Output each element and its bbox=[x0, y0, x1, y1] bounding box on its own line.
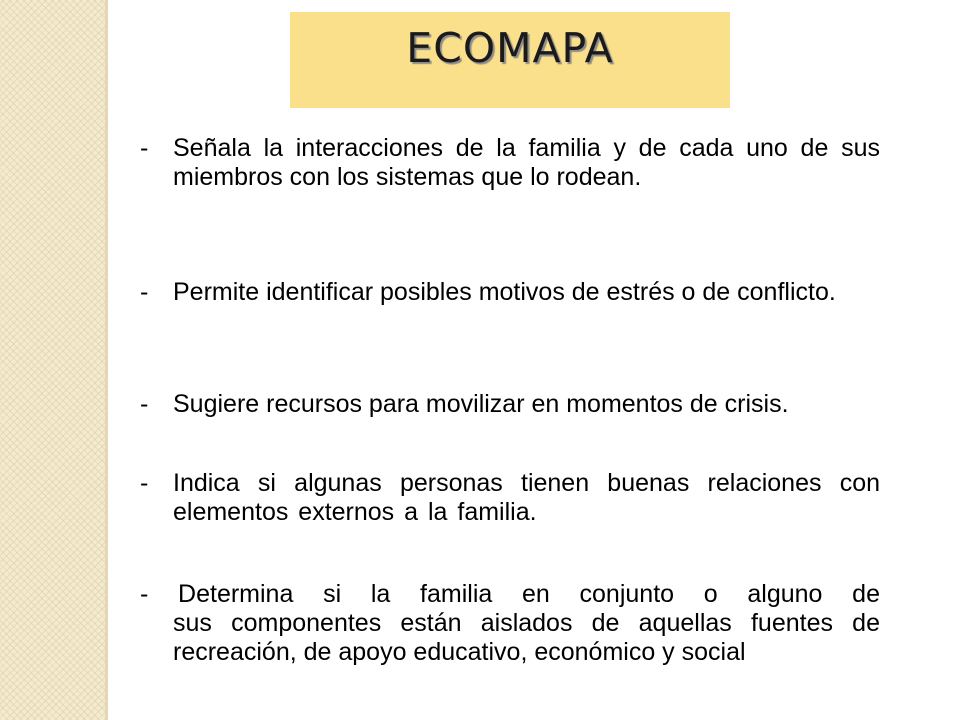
bullet-text: Señala la interacciones de la familia y de cada uno de sus miembros con los sistemas que lo rodean. bbox=[173, 134, 880, 191]
bullet-item bbox=[140, 278, 880, 307]
bullet-item bbox=[140, 469, 880, 527]
decorative-side-strip bbox=[0, 0, 105, 720]
bullet-text-continuation: sus componentes están aislados de aquellas fuentes de recreación, de apoyo educativo, económico y social bbox=[173, 609, 880, 666]
bullet-dash: - bbox=[140, 134, 149, 162]
bullet-item-last bbox=[140, 580, 880, 667]
bullet-item bbox=[140, 134, 880, 192]
bullet-text: Indica si algunas personas tienen buenas relaciones con elementos externos a la familia. bbox=[173, 469, 880, 526]
bullet-dash: - bbox=[140, 469, 149, 497]
bullet-text-first-line: - Determina si la familia en conjunto o alguno de bbox=[140, 580, 880, 608]
bullet-text: Sugiere recursos para movilizar en momentos de crisis. bbox=[173, 390, 789, 418]
bullet-item bbox=[140, 390, 880, 419]
bullet-dash: - bbox=[140, 390, 149, 418]
bullet-dash: - bbox=[140, 278, 149, 306]
bullet-text: Permite identificar posibles motivos de estrés o de conflicto. bbox=[173, 278, 836, 306]
slide-title: ECOMAPA bbox=[406, 24, 614, 72]
side-divider bbox=[105, 0, 108, 720]
title-banner bbox=[290, 12, 730, 108]
